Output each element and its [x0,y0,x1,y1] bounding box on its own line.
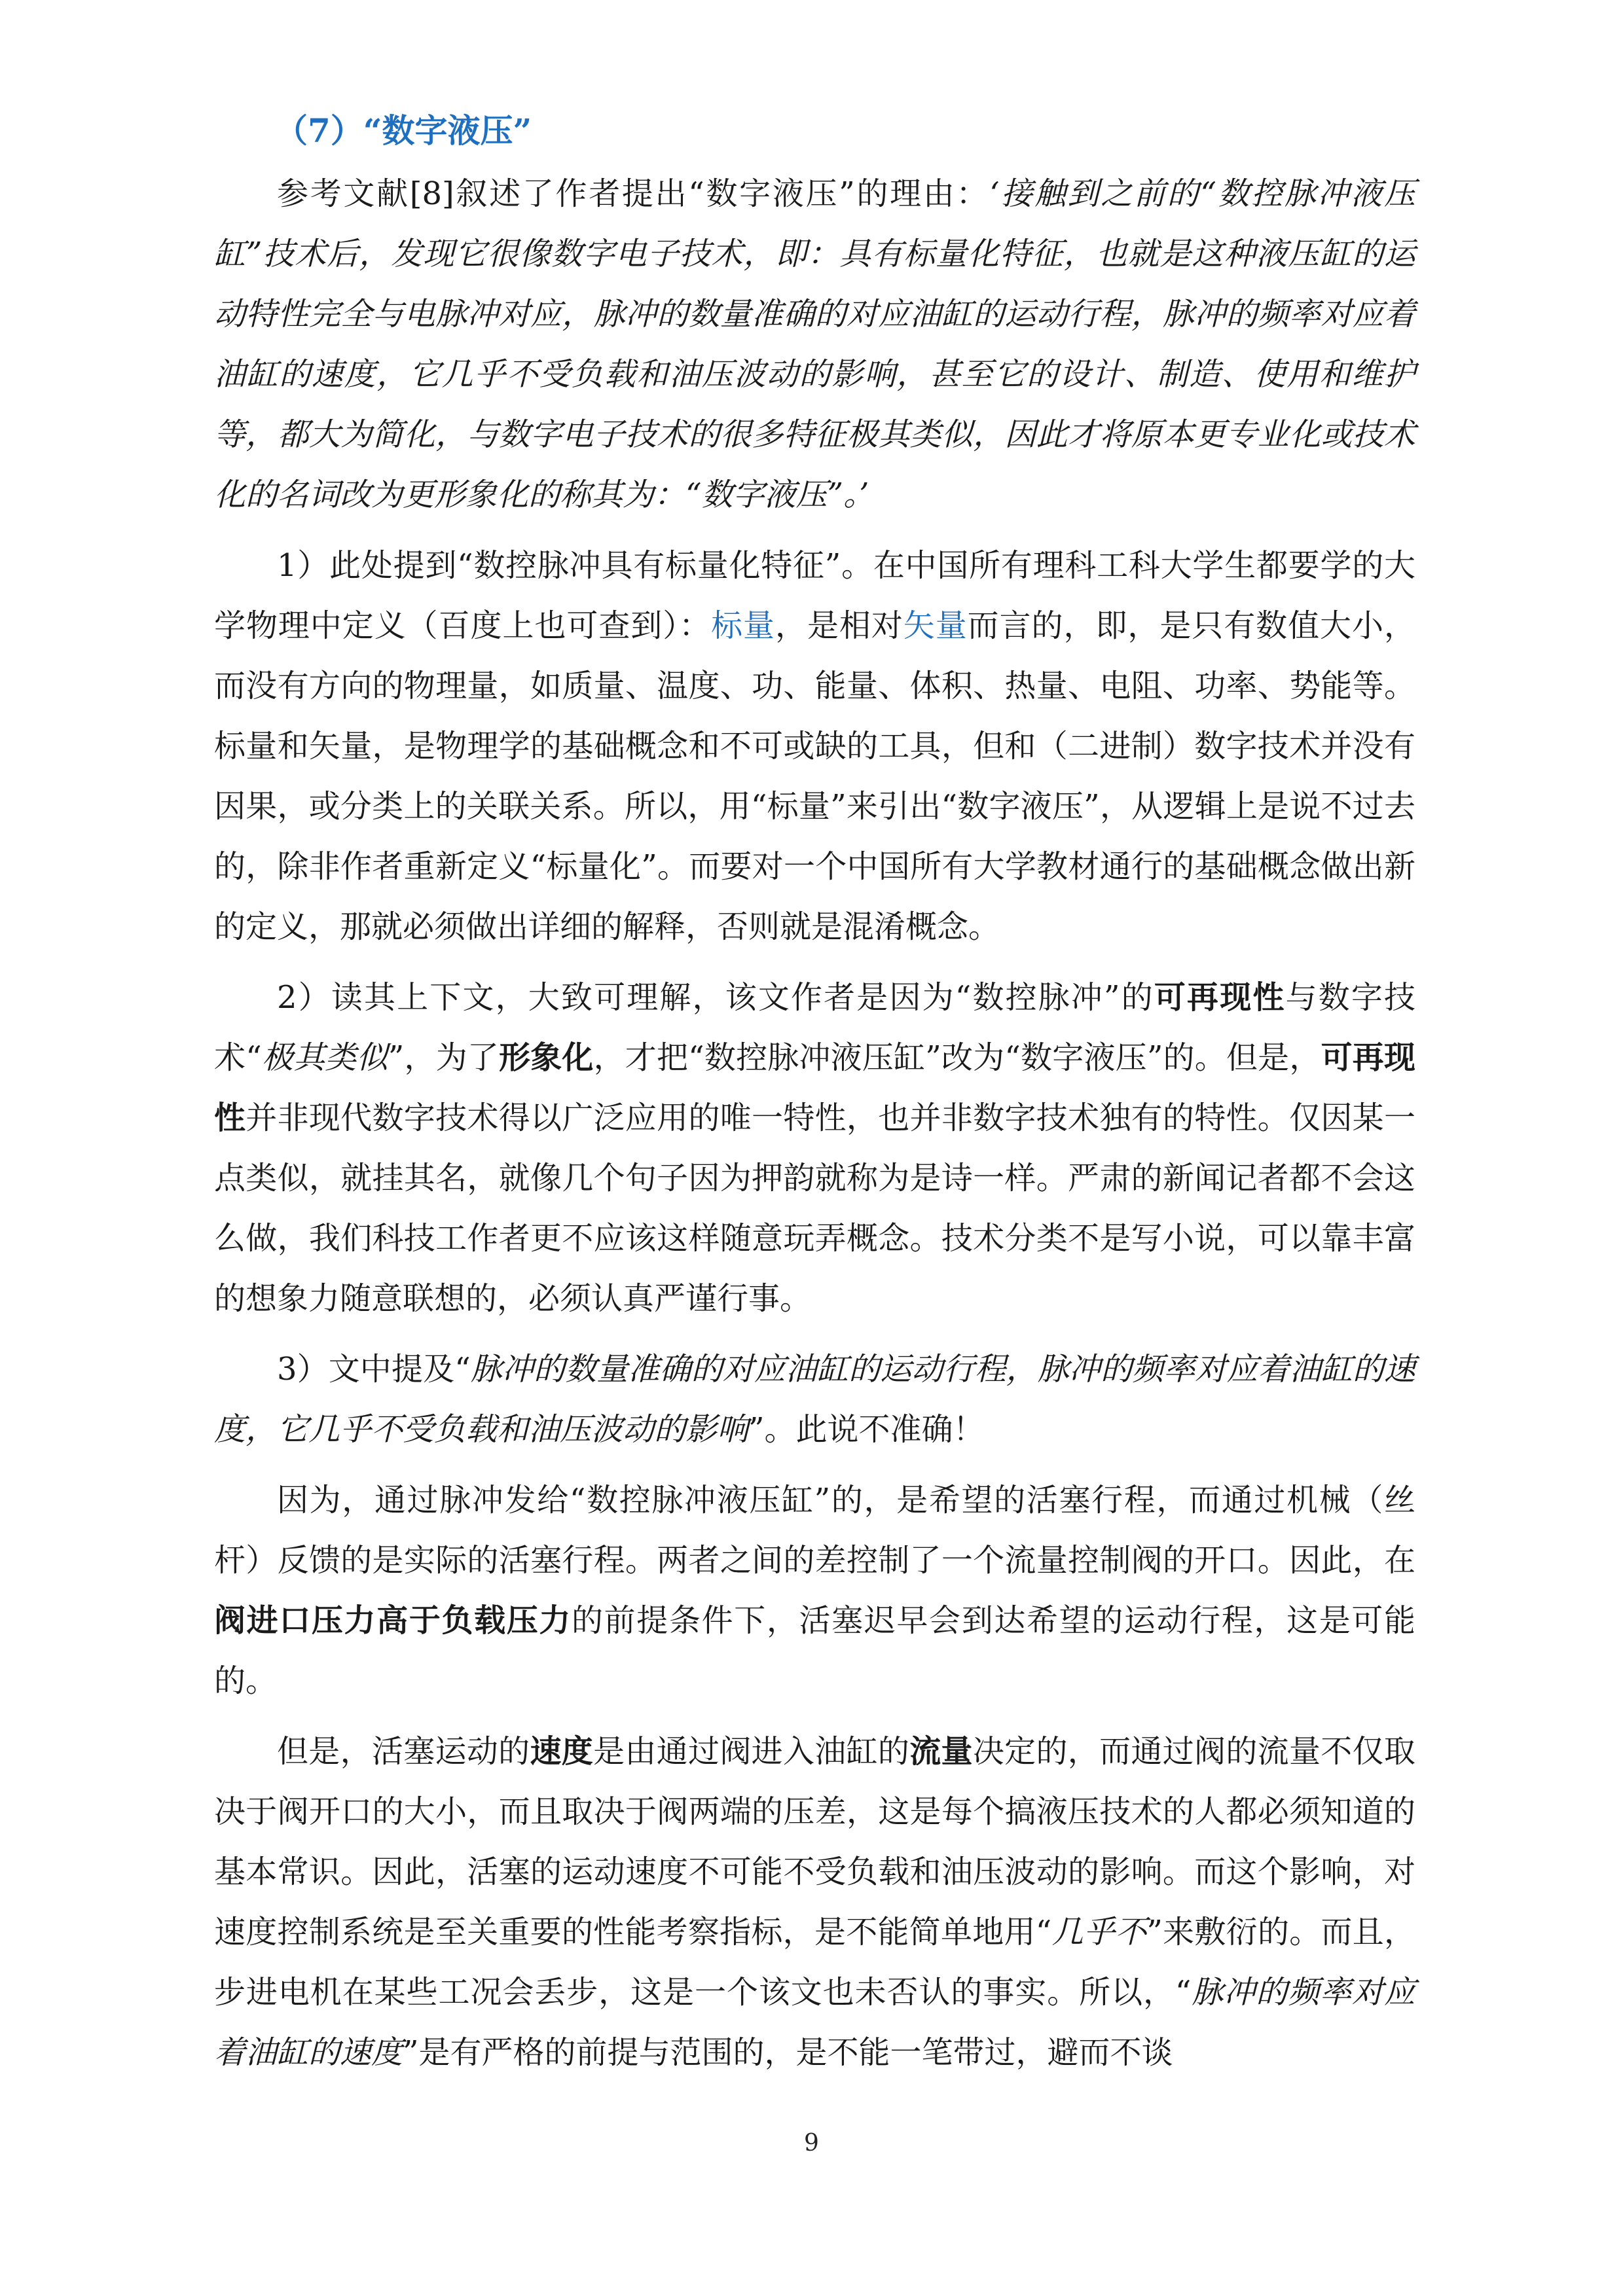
p6-text-d: ”来敷衍的。而且，步进电机在某些工况会丢步，这是一个该文也未否认的事实。所以，“ [214,1914,1415,2011]
p5-bold-1: 阀进口压力高于负载压力 [214,1602,572,1639]
paragraph-3 [214,967,1415,1329]
p5-text-a: 因为，通过脉冲发给“数控脉冲液压缸”的，是希望的活塞行程，而通过机械（丝杆）反馈的是实际的活塞行程。两者之间的差控制了一个流量控制阀的开口。因此，在 [214,1482,1415,1579]
p2-text-b: ，是相对 [775,607,903,644]
body-text [214,164,1415,2083]
paragraph-6 [214,1721,1415,2083]
paragraph-2 [214,535,1415,957]
p2-text-a: 1）此处提到“数控脉冲具有标量化特征”。在中国所有理科工科大学生都要学的大学物理中定义（百度上也可查到）： [214,547,1415,644]
p3-text-c: ”，为了 [388,1039,500,1076]
paragraph-1 [214,164,1415,525]
p3-text-d: ，才把“数控脉冲液压缸”改为“数字液压”的。但是， [593,1039,1321,1076]
p5-text-b: 的前提条件下，活塞迟早会到达希望的运动行程，这是可能的。 [214,1602,1415,1699]
link-vector[interactable]: 矢量 [903,607,968,644]
link-scalar[interactable]: 标量 [711,607,775,644]
p6-text-b: 是由通过阀进入油缸的 [593,1733,910,1770]
page-number: 9 [804,2130,819,2157]
p3-bold-1: 可再现性 [1154,979,1286,1016]
p3-text-b: 与数字技术“ [214,979,1415,1076]
paragraph-4 [214,1339,1415,1460]
p3-italic-1: 极其类似 [261,1039,388,1076]
p3-text-a: 2）读其上下文，大致可理解，该文作者是因为“数控脉冲”的 [277,979,1154,1016]
p6-bold-2: 流量 [909,1733,973,1770]
p6-text-e: ”是有严格的前提与范围的，是不能一笔带过，避而不谈 [403,2034,1173,2071]
p3-text-e: 并非现代数字技术得以广泛应用的唯一特性，也并非数字技术独有的特性。仅因某一点类似，就挂其名，就像几个句子因为押韵就称为是诗一样。严肃的新闻记者都不会这么做，我们科技工作者更不应该这样随意玩弄概念。技术分类不是写小说，可以靠丰富的想象力随意联想的，必须认真严谨行事。 [214,1100,1415,1317]
p6-italic-1: 几乎不 [1051,1914,1147,1950]
p6-text-a: 但是，活塞运动的 [277,1733,530,1770]
p2-text-c: 而言的，即，是只有数值大小，而没有方向的物理量，如质量、温度、功、能量、体积、热量、电阻、功率、势能等。标量和矢量，是物理学的基础概念和不可或缺的工具，但和（二进制）数字技术并没有因果，或分类上的关联关系。所以，用“标量”来引出“数字液压”，从逻辑上是说不过去的，除非作者重新定义“标量化”。而要对一个中国所有大学教材通行的基础概念做出新的定义，那就必须做出详细的解释，否则就是混淆概念。 [214,607,1415,945]
p3-bold-3: 可再现性 [214,1039,1415,1136]
p1-lead: 参考文献[8]叙述了作者提出“数字液压”的理由： [277,175,990,212]
p1-quote: ‘接触到之前的“数控脉冲液压缸”技术后，发现它很像数字电子技术，即：具有标量化特征，也就是这种液压缸的运动特性完全与电脉冲对应，脉冲的数量准确的对应油缸的运动行程，脉冲的频率对应着油缸的速度，它几乎不受负载和油压波动的影响，甚至它的设计、制造、使用和维护等，都大为简化，与数字电子技术的很多特征极其类似，因此才将原本更专业化或技术化的名词改为更形象化的称其为：“数字液压”。’ [214,175,1415,513]
p4-text-b: ”。此说不准确！ [748,1411,985,1448]
p6-text-c: 决定的，而通过阀的流量不仅取决于阀开口的大小，而且取决于阀两端的压差，这是每个搞液压技术的人都必须知道的基本常识。因此，活塞的运动速度不可能不受负载和油压波动的影响。而这个影响，对速度控制系统是至关重要的性能考察指标，是不能简单地用“ [214,1733,1415,1950]
p4-italic-1: 脉冲的数量准确的对应油缸的运动行程，脉冲的频率对应着油缸的速度，它几乎不受负载和油压波动的影响 [214,1351,1415,1448]
p6-italic-2: 脉冲的频率对应着油缸的速度 [214,1974,1415,2071]
section-heading: （7）“数字液压” [275,111,532,150]
p6-bold-1: 速度 [530,1733,594,1770]
paragraph-5 [214,1470,1415,1711]
p4-text-a: 3）文中提及“ [277,1351,471,1388]
p3-bold-2: 形象化 [499,1039,594,1076]
